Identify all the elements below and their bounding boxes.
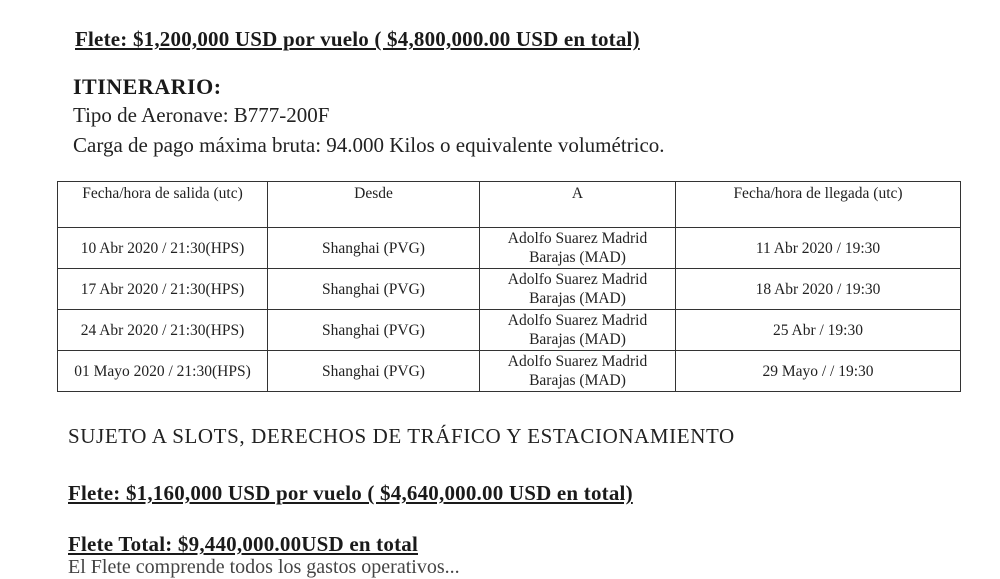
- table-row: [58, 269, 961, 310]
- cell-desde: Shanghai (PVG): [268, 269, 480, 310]
- header-llegada: Fecha/hora de llegada (utc): [676, 182, 961, 228]
- cell-salida: 17 Abr 2020 / 21:30(HPS): [58, 269, 268, 310]
- cutoff-text-line: El Flete comprende todos los gastos operativos...: [68, 556, 460, 578]
- cell-desde: Shanghai (PVG): [268, 351, 480, 392]
- cell-salida: 10 Abr 2020 / 21:30(HPS): [58, 228, 268, 269]
- sujeto-notice: SUJETO A SLOTS, DERECHOS DE TRÁFICO Y ESTACIONAMIENTO: [68, 424, 735, 448]
- flete-line-1: Flete: $1,200,000 USD por vuelo ( $4,800,000.00 USD en total): [75, 27, 640, 51]
- cell-salida: 01 Mayo 2020 / 21:30(HPS): [58, 351, 268, 392]
- flete-line-2: Flete: $1,160,000 USD por vuelo ( $4,640,000.00 USD en total): [68, 481, 633, 505]
- table-row: [58, 228, 961, 269]
- cell-a: Adolfo Suarez Madrid Barajas (MAD): [480, 228, 676, 269]
- cell-llegada: 29 Mayo / / 19:30: [676, 351, 961, 392]
- cell-desde: Shanghai (PVG): [268, 228, 480, 269]
- cell-llegada: 11 Abr 2020 / 19:30: [676, 228, 961, 269]
- aircraft-type: Tipo de Aeronave: B777-200F: [73, 103, 330, 127]
- table-row: [58, 310, 961, 351]
- cell-llegada: 25 Abr / 19:30: [676, 310, 961, 351]
- cell-salida: 24 Abr 2020 / 21:30(HPS): [58, 310, 268, 351]
- header-salida: Fecha/hora de salida (utc): [58, 182, 268, 228]
- itinerario-heading: ITINERARIO:: [73, 74, 222, 99]
- itinerary-table: [57, 181, 961, 392]
- cell-a: Adolfo Suarez Madrid Barajas (MAD): [480, 351, 676, 392]
- table-header-row: [58, 182, 961, 228]
- table-row: [58, 351, 961, 392]
- cell-a: Adolfo Suarez Madrid Barajas (MAD): [480, 269, 676, 310]
- header-a: A: [480, 182, 676, 228]
- cell-desde: Shanghai (PVG): [268, 310, 480, 351]
- max-payload: Carga de pago máxima bruta: 94.000 Kilos o equivalente volumétrico.: [73, 133, 665, 157]
- flete-total-line: Flete Total: $9,440,000.00USD en total: [68, 532, 418, 556]
- header-desde: Desde: [268, 182, 480, 228]
- cell-llegada: 18 Abr 2020 / 19:30: [676, 269, 961, 310]
- cell-a: Adolfo Suarez Madrid Barajas (MAD): [480, 310, 676, 351]
